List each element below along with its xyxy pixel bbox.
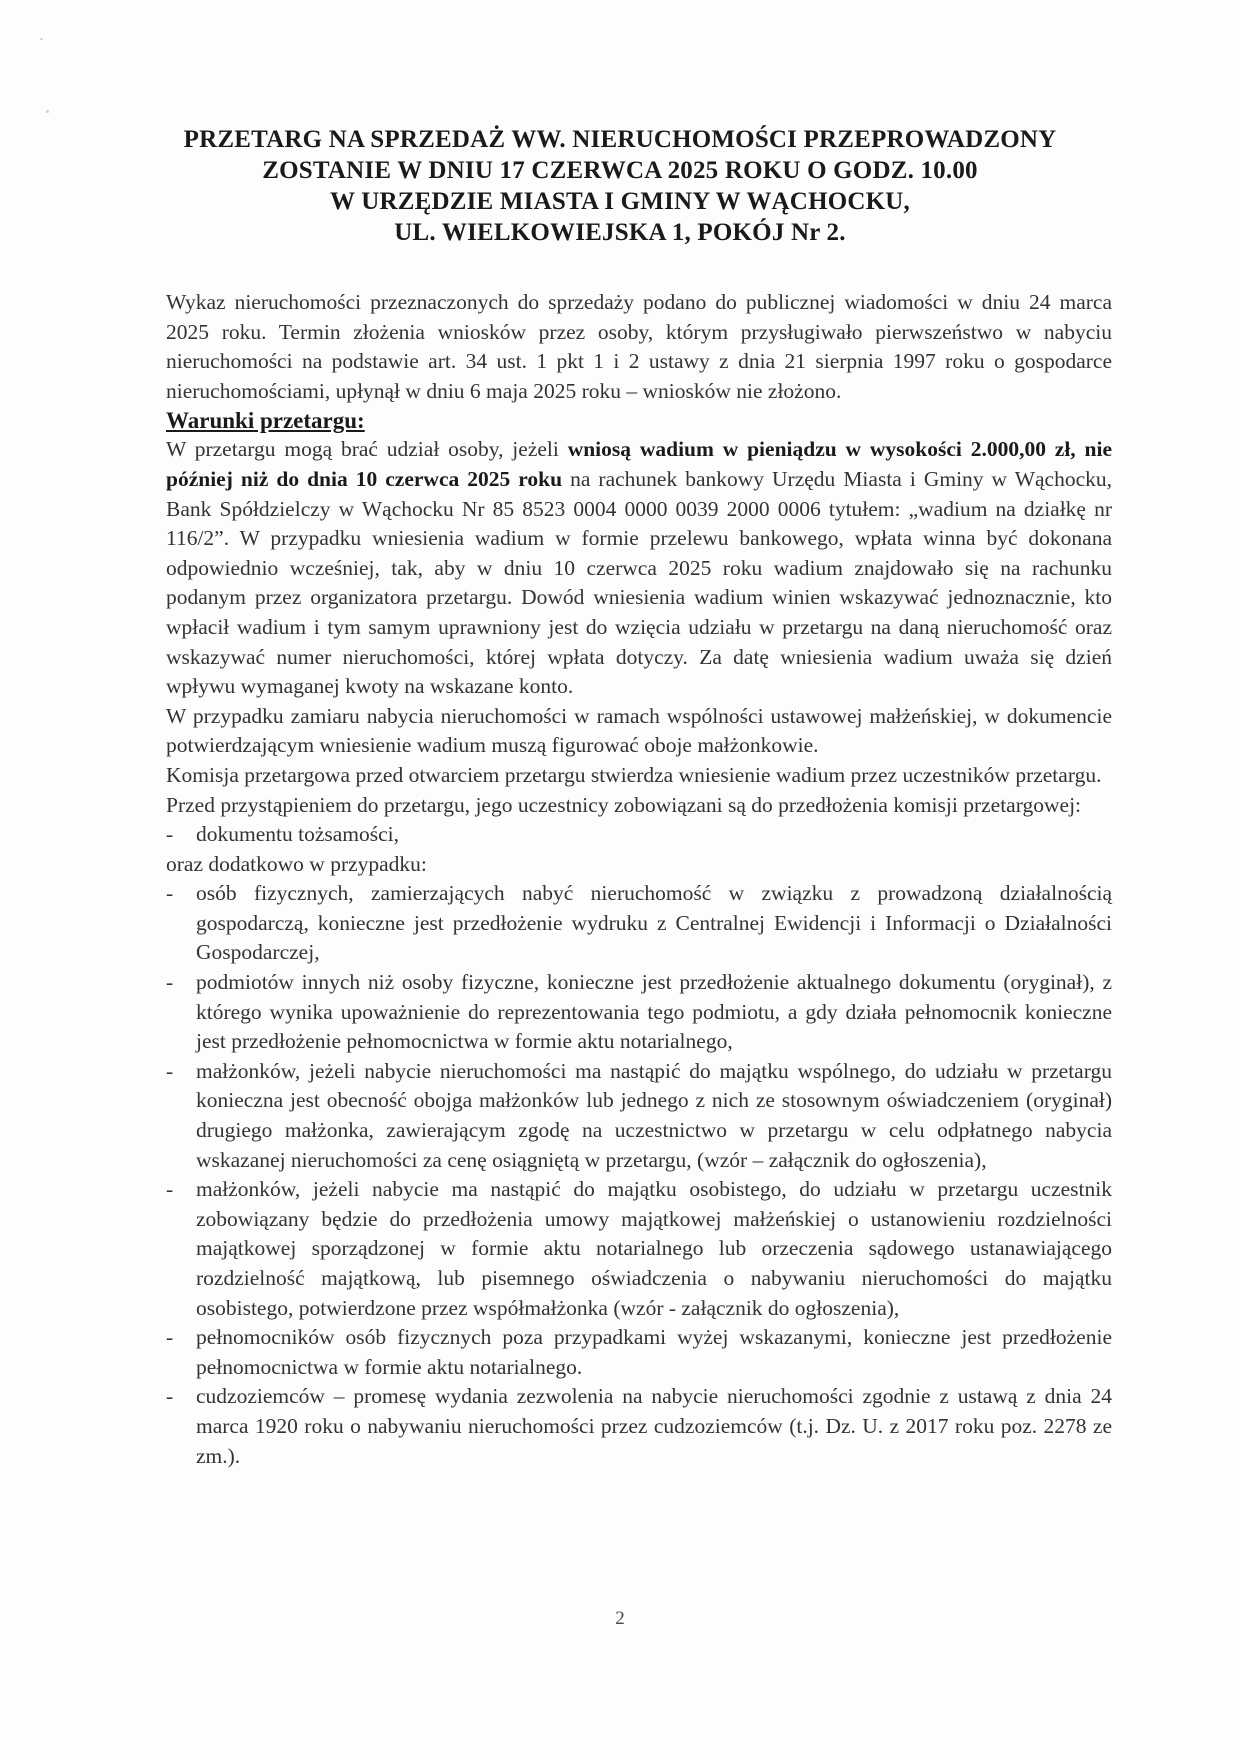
announcement-title (120, 124, 1120, 248)
list-dash: - (166, 970, 174, 995)
deposit-text-start: W przetargu mogą brać udział osoby, jeżeli (166, 437, 568, 462)
list-dash: - (166, 1384, 174, 1409)
list-item (166, 1323, 1112, 1382)
requirements-list (166, 879, 1112, 1471)
intro-paragraph: Wykaz nieruchomości przeznaczonych do sprzedaży podano do publicznej wiadomości w dniu 24 marca 2025 roku. Termin złożenia wniosków przez osoby, którym przysługiwało pierwszeństwo w nabyciu nieruchomości na podstawie art. 34 ust. 1 pkt 1 i 2 ustawy z dnia 21 sierpnia 1997 roku o gospodarce nieruchomościami, upłynął w dniu 6 maja 2025 roku – wniosków nie złożono. (166, 290, 1112, 403)
additional-paragraph: oraz dodatkowo w przypadku: (166, 851, 427, 876)
list-item (166, 820, 1112, 850)
deposit-amount-deadline: wniosą wadium w pieniądzu w wysokości 2.000,00 zł, nie później niż do dnia 10 czerwca 2025 roku (166, 437, 1112, 491)
list-item-text: osób fizycznych, zamierzających nabyć nieruchomość w związku z prowadzoną działalnością gospodarczą, konieczne jest przedłożenie wydruku z Centralnej Ewidencji i Informacji o Działalności Gospodarczej, (196, 881, 1112, 965)
list-dash: - (166, 822, 174, 847)
title-line: PRZETARG NA SPRZEDAŻ WW. NIERUCHOMOŚCI PRZEPROWADZONY (183, 126, 1057, 153)
scan-speck (40, 38, 43, 40)
list-item (166, 879, 1112, 968)
title-line: ZOSTANIE W DNIU 17 CZERWCA 2025 ROKU O GODZ. 10.00 (262, 157, 978, 184)
list-item-text: pełnomocników osób fizycznych poza przypadkami wyżej wskazanymi, konieczne jest przedłożenie pełnomocnictwa w formie aktu notarialnego. (196, 1325, 1112, 1379)
list-dash: - (166, 881, 174, 906)
deposit-paragraph (166, 435, 1112, 701)
list-dash: - (166, 1325, 174, 1350)
conditions-heading: Warunki przetargu: (166, 408, 365, 434)
identity-list (166, 820, 1112, 850)
list-item (166, 1057, 1112, 1175)
list-item (166, 968, 1112, 1057)
list-dash: - (166, 1058, 174, 1083)
list-item (166, 1175, 1112, 1323)
list-item-text: cudzoziemców – promesę wydania zezwolenia na nabycie nieruchomości zgodnie z ustawą z dnia 24 marca 1920 roku o nabywaniu nieruchomości przez cudzoziemców (t.j. Dz. U. z 2017 roku poz. 2278 ze zm.). (196, 1384, 1112, 1468)
title-line: UL. WIELKOWIEJSKA 1, POKÓJ Nr 2. (394, 219, 846, 246)
list-item-text: podmiotów innych niż osoby fizyczne, konieczne jest przedłożenie aktualnego dokumentu (oryginał), z którego wynika upoważnienie do reprezentowania tego podmiotu, a gdy działa pełnomocnik konieczne jest przedłożenie pełnomocnictwa w formie aktu notarialnego, (196, 970, 1112, 1054)
list-item (166, 1382, 1112, 1471)
document-body (166, 288, 1112, 1471)
deposit-text-end: na rachunek bankowy Urzędu Miasta i Gminy w Wąchocku, Bank Spółdzielczy w Wąchocku Nr 85 8523 0004 0000 0039 2000 0006 tytułem: „wadium na działkę nr 116/2”. W przypadku wniesienia wadium w formie przelewu bankowego, wpłata winna być dokonana odpowiednio wcześniej, tak, aby w dniu 10 czerwca 2025 roku wadium znajdowało się na rachunku podanym przez organizatora przetargu. Dowód wniesienia wadium winien wskazywać jednoznacznie, kto wpłacił wadium i tym samym uprawniony jest do wzięcia udziału w przetargu na daną nieruchomość oraz wskazywać numer nieruchomości, której wpłata dotyczy. Za datę wniesienia wadium uważa się dzień wpływu wymaganej kwoty na wskazane konto. (166, 466, 1113, 699)
list-dash: - (166, 1177, 174, 1202)
page-number: 2 (615, 1608, 625, 1629)
title-line: W URZĘDZIE MIASTA I GMINY W WĄCHOCKU, (330, 188, 910, 215)
documents-paragraph: Przed przystąpieniem do przetargu, jego uczestnicy zobowiązani są do przedłożenia komisji przetargowej: (166, 792, 1082, 817)
scan-speck (46, 110, 49, 113)
list-item-text: dokumentu tożsamości, (196, 822, 400, 847)
list-item-text: małżonków, jeżeli nabycie nieruchomości ma nastąpić do majątku wspólnego, do udziału w przetargu konieczna jest obecność obojga małżonków lub jednego z nich ze stosownym oświadczeniem (oryginał) drugiego małżonka, zawierającym zgodę na uczestnictwo w przetargu w celu odpłatnego nabycia wskazanej nieruchomości za cenę osiągniętą w przetargu, (wzór – załącznik do ogłoszenia), (196, 1058, 1112, 1172)
list-item-text: małżonków, jeżeli nabycie ma nastąpić do majątku osobistego, do udziału w przetargu uczestnik zobowiązany będzie do przedłożenia umowy majątkowej małżeńskiej o ustanowieniu rozdzielności majątkowej sporządzonej w formie aktu notarialnego lub orzeczenia sądowego ustanawiającego rozdzielność majątkową, lub pisemnego oświadczenia o nabywaniu nieruchomości do majątku osobistego, potwierdzone przez współmałżonka (wzór - załącznik do ogłoszenia), (196, 1177, 1112, 1320)
spouses-paragraph: W przypadku zamiaru nabycia nieruchomości w ramach wspólności ustawowej małżeńskiej, w dokumencie potwierdzającym wniesienie wadium muszą figurować oboje małżonkowie. (166, 703, 1112, 758)
commission-paragraph: Komisja przetargowa przed otwarciem przetargu stwierdza wniesienie wadium przez uczestników przetargu. (166, 762, 1102, 787)
